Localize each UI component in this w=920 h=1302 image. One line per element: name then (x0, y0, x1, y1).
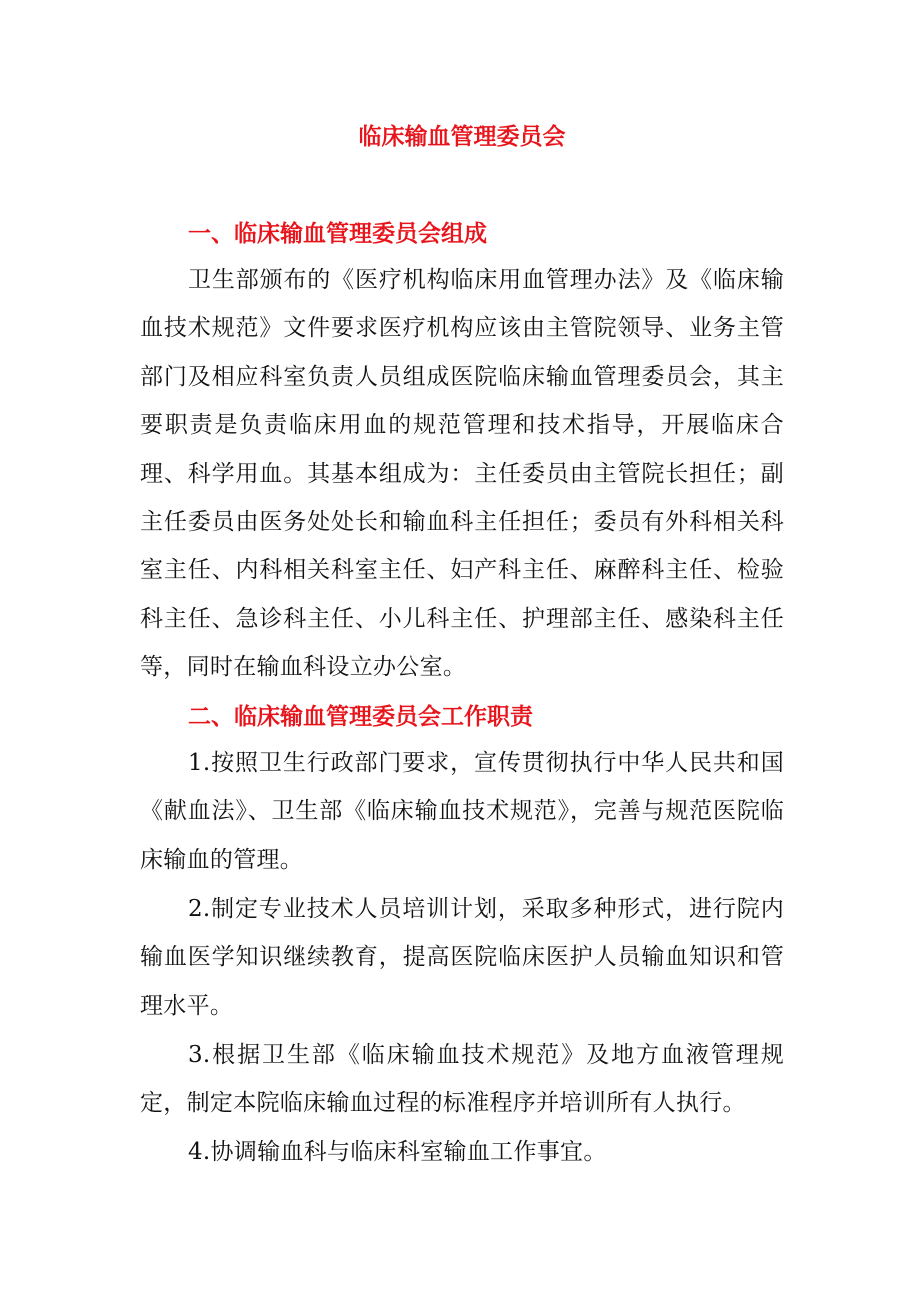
section-heading-composition: 一、临床输血管理委员会组成 (188, 220, 487, 247)
duty-item-3: 3.根据卫生部《临床输血技术规范》及地方血液管理规定，制定本院临床输血过程的标准程序并培训所有人执行。 (140, 1042, 784, 1117)
composition-paragraph: 卫生部颁布的《医疗机构临床用血管理办法》及《临床输血技术规范》文件要求医疗机构应该由主管院领导、业务主管部门及相应科室负责人员组成医院临床输血管理委员会，其主要职责是负责临床用血的规范管理和技术指导，开展临床合理、科学用血。其基本组成为：主任委员由主管院长担任；副主任委员由医务处处长和输血科主任担任；委员有外科相关科室主任、内科相关科室主任、妇产科主任、麻醉科主任、检验科主任、急诊科主任、小儿科主任、护理部主任、感染科主任等，同时在输血科设立办公室。 (140, 267, 784, 681)
section-heading-duties: 二、临床输血管理委员会工作职责 (188, 703, 533, 730)
page-title: 临床输血管理委员会 (358, 123, 566, 150)
duty-item-1: 1.按照卫生行政部门要求，宣传贯彻执行中华人民共和国《献血法》、卫生部《临床输血技术规范》，完善与规范医院临床输血的管理。 (140, 750, 784, 873)
duty-item-4: 4.协调输血科与临床科室输血工作事宜。 (188, 1139, 607, 1165)
duty-item-2: 2.制定专业技术人员培训计划，采取多种形式，进行院内输血医学知识继续教育，提高医院临床医护人员输血知识和管理水平。 (140, 896, 784, 1019)
